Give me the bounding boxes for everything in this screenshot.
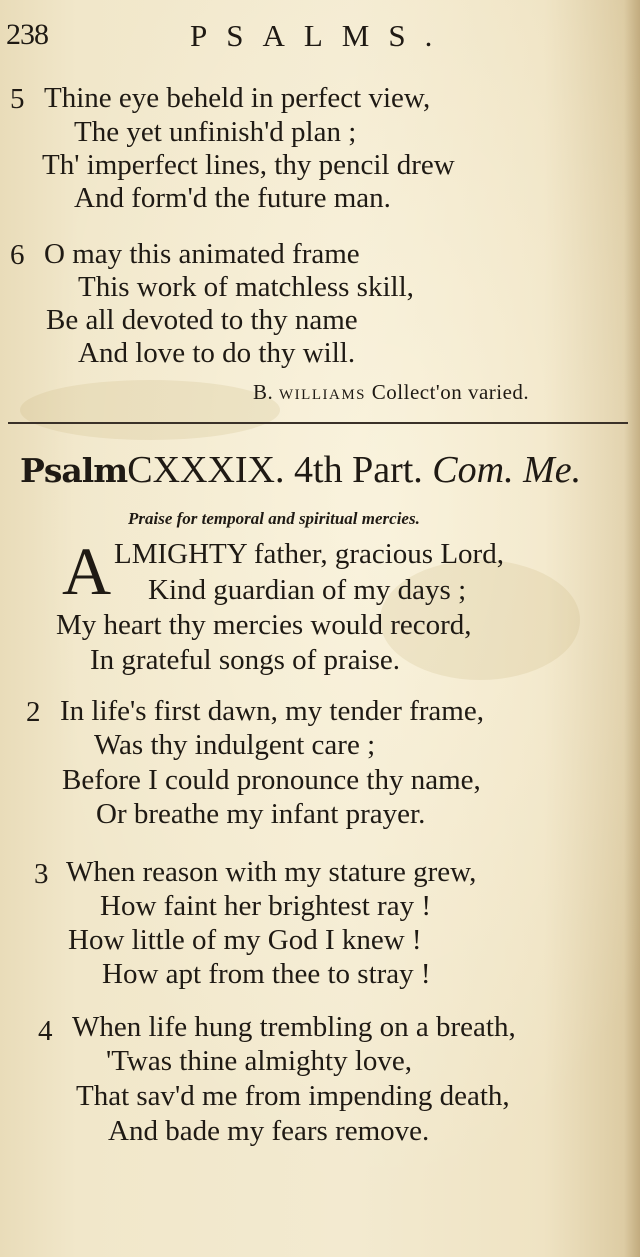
verse-line: O may this animated frame	[44, 238, 360, 270]
stanza-number: 5	[10, 83, 25, 115]
attribution-author: WILLIAMS	[279, 387, 367, 403]
attribution-initial: B.	[253, 380, 280, 404]
verse-line: How faint her brightest ray !	[100, 890, 431, 922]
verse-line: In grateful songs of praise.	[90, 644, 401, 676]
verse-line: Or breathe my infant prayer.	[96, 798, 426, 830]
psalm-part: 4th Part.	[294, 449, 423, 491]
stanza-number: 2	[26, 696, 41, 728]
verse-line: How little of my God I knew !	[68, 924, 422, 956]
verse-line: This work of matchless skill,	[78, 271, 414, 303]
psalm-meter: Com. Me.	[432, 449, 582, 491]
stanza-number: 6	[10, 239, 25, 271]
verse-line: Before I could pronounce thy name,	[62, 764, 481, 796]
verse-line: In life's first dawn, my tender frame,	[60, 695, 484, 727]
verse-line: 'Twas thine almighty love,	[106, 1045, 413, 1077]
psalm-title: Psalm	[20, 451, 128, 490]
drop-cap: A	[62, 533, 112, 609]
verse-line: When life hung trembling on a breath,	[72, 1011, 516, 1043]
psalm-heading	[20, 448, 581, 493]
verse-line: Was thy indulgent care ;	[94, 729, 376, 761]
stanza-number: 3	[34, 858, 49, 890]
attribution	[253, 380, 529, 405]
verse-line: Thine eye beheld in perfect view,	[44, 82, 431, 114]
page-number: 238	[6, 18, 48, 51]
verse-line: Kind guardian of my days ;	[148, 574, 467, 606]
verse-line: That sav'd me from impending death,	[76, 1080, 510, 1112]
verse-line: LMIGHTY father, gracious Lord,	[114, 538, 504, 570]
verse-line: The yet unfinish'd plan ;	[74, 116, 357, 148]
verse-line: When reason with my stature grew,	[66, 856, 477, 888]
verse-line: And love to do thy will.	[78, 337, 356, 369]
verse-line: Th' imperfect lines, thy pencil drew	[42, 149, 455, 181]
stanza-number: 4	[38, 1015, 53, 1047]
running-head: PSALMS.	[190, 18, 452, 53]
page-edge-shadow	[624, 0, 640, 1257]
psalm-number: CXXXIX.	[127, 449, 285, 491]
verse-line: My heart thy mercies would record,	[56, 609, 472, 641]
verse-line: Be all devoted to thy name	[46, 304, 358, 336]
section-divider	[8, 422, 628, 424]
verse-line: And form'd the future man.	[74, 182, 391, 214]
psalm-subtitle: Praise for temporal and spiritual mercies.	[128, 509, 420, 528]
verse-line: How apt from thee to stray !	[102, 958, 431, 990]
page-stain	[20, 380, 280, 440]
attribution-note: Collect'on varied.	[366, 380, 530, 404]
verse-line: And bade my fears remove.	[108, 1115, 430, 1147]
